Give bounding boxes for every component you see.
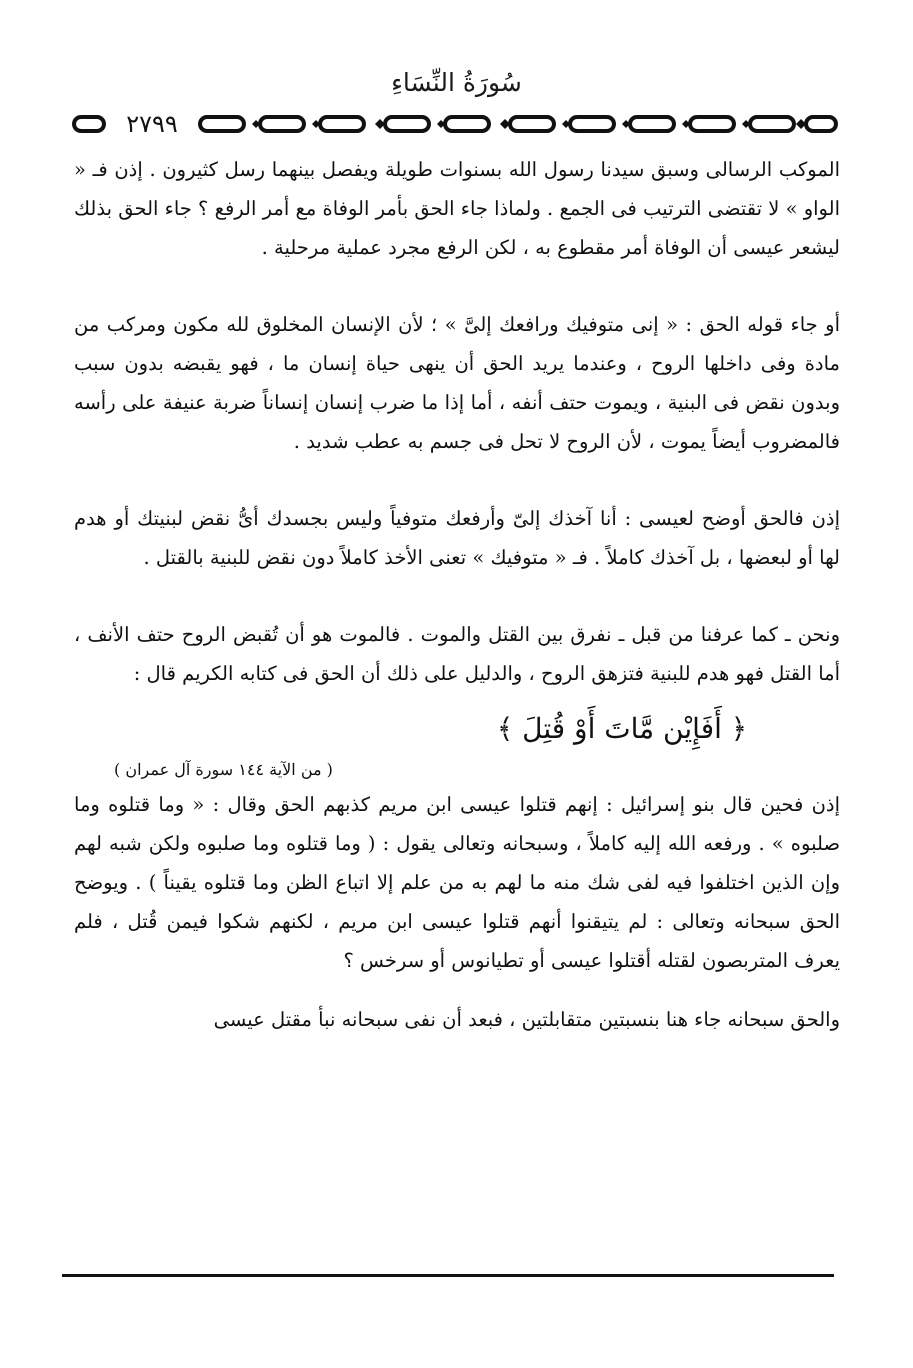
surah-title: سُورَةُ النِّسَاءِ	[391, 68, 522, 97]
verse-reference	[74, 755, 840, 785]
paragraph-spacer	[74, 980, 840, 1000]
paragraph-6: والحق سبحانه جاء هنا بنسبتين متقابلتين ، فبعد أن نفى سبحانه نبأ مقتل عيسى	[213, 1008, 840, 1031]
paragraph-1: الموكب الرسالى وسبق سيدنا رسول الله بسنوات طويلة ويفصل بينهما رسل كثيرون . إذن فـ « الواو » لا تقتضى الترتيب فى الجمع . ولماذا جاء الحق بأمر الوفاة مع أمر الرفع ؟ جاء الحق بذلك ليشعر عيسى أن الوفاة أمر مقطوع به ، لكن الرفع مجرد عملية مرحلية .	[74, 158, 840, 259]
paragraph-spacer	[74, 577, 840, 615]
paragraph-4: ونحن ـ كما عرفنا من قبل ـ نفرق بين القتل والموت . فالموت هو أن تُقبض الروح حتف الأنف ، أما القتل فهو هدم للبنية فتزهق الروح ، والدليل على ذلك أن الحق فى كتابه الكريم قال :	[74, 623, 840, 685]
paragraph-spacer	[74, 267, 840, 305]
paragraph-5: إذن فحين قال بنو إسرائيل : إنهم قتلوا عيسى ابن مريم كذبهم الحق وقال : « وما قتلوه وما صلبوه » . ورفعه الله إليه كاملاً ، وسبحانه وتعالى يقول : ( وما قتلوه وما صلبوه ولكن شبه لهم وإن الذين اختلفوا فيه لفى شك منه ما لهم به من علم إلا اتباع الظن وما قتلوه يقيناً ) . ويوضح الحق سبحانه وتعالى : لم يتيقنوا أنهم قتلوا عيسى ابن مريم ، لكنهم شكوا فيمن قُتل ، فلم يعرف المتربصون لقتله أقتلوا عيسى أو تطيانوس أو سرخس ؟	[74, 793, 840, 972]
paragraph-spacer	[74, 461, 840, 499]
page-number: ٢٧٩٩	[112, 106, 192, 142]
quran-verse: ﴿ أَفَإِيْن مَّاتَ أَوْ قُتِلَ ﴾	[496, 712, 748, 745]
footer-rule	[62, 1274, 834, 1277]
verse-reference-text: ( من الآية ١٤٤ سورة آل عمران )	[114, 760, 333, 779]
paragraph-2: أو جاء قوله الحق : « إنى متوفيك ورافعك إلىَّ » ؛ لأن الإنسان المخلوق لله مكون ومركب من مادة وفى داخلها الروح ، وعندما يريد الحق أن ينهى حياة إنسان ما ، فهو يقبضه بدون سبب وبدون نقض فى البنية ، ويموت حتف أنفه ، أما إذا ما ضرب إنسان إنساناً ضربة عنيفة على رأسه فالمضروب أيضاً يموت ، لأن الروح لا تحل فى جسم به عطب شديد .	[74, 313, 840, 453]
body-text	[74, 150, 840, 1039]
paragraph-3: إذن فالحق أوضح لعيسى : أنا آخذك إلىّ وأرفعك متوفياً وليس بجسدك أىُّ نقض لبنيتك أو هدم لها أو لبعضها ، بل آخذك كاملاً . فـ « متوفيك » تعنى الأخذ كاملاً دون نقض للبنية بالقتل .	[74, 507, 840, 569]
